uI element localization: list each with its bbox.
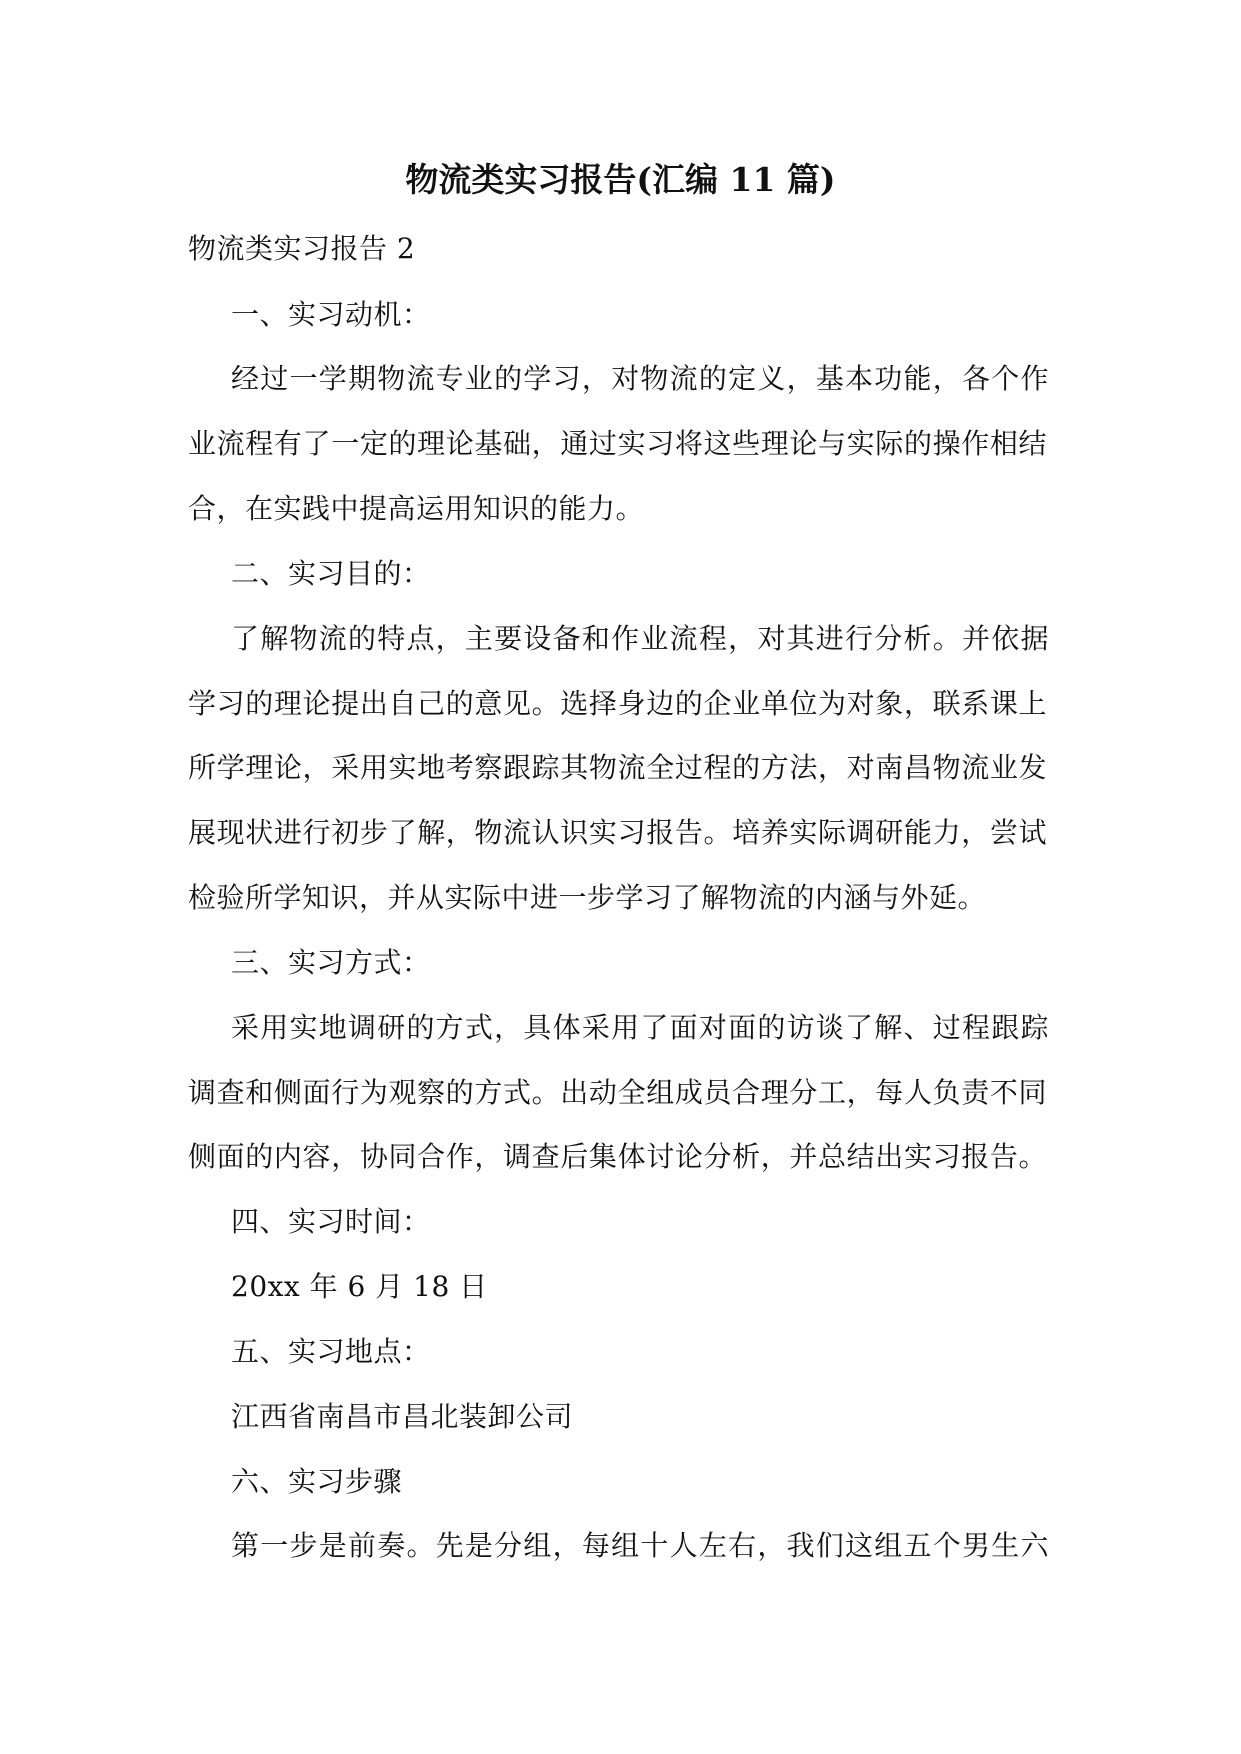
internship-location: 江西省南昌市昌北装卸公司 [231,1400,574,1433]
section-heading-steps: 六、实习步骤 [231,1465,403,1498]
paragraph-line: 经过一学期物流专业的学习，对物流的定义，基本功能，各个作 [231,362,1049,395]
section-heading-method: 三、实习方式： [231,946,431,979]
internship-date: 20xx 年 6 月 18 日 [231,1270,488,1303]
section-heading-motivation: 一、实习动机： [231,298,431,331]
paragraph-line: 了解物流的特点，主要设备和作业流程，对其进行分析。并依据 [231,622,1049,655]
paragraph-line: 第一步是前奏。先是分组，每组十人左右，我们这组五个男生六 [231,1529,1049,1562]
paragraph-line: 学习的理论提出自己的意见。选择身边的企业单位为对象，联系课上 [188,687,1047,720]
paragraph-line: 检验所学知识，并从实际中进一步学习了解物流的内涵与外延。 [188,881,987,914]
paragraph-line: 侧面的内容，协同合作，调查后集体讨论分析，并总结出实习报告。 [188,1140,1047,1173]
paragraph-line: 采用实地调研的方式，具体采用了面对面的访谈了解、过程跟踪 [231,1011,1049,1044]
document-title: 物流类实习报告(汇编 11 篇) [405,160,836,199]
section-heading-location: 五、实习地点： [231,1335,431,1368]
section-heading-purpose: 二、实习目的： [231,557,431,590]
paragraph-line: 展现状进行初步了解，物流认识实习报告。培养实际调研能力，尝试 [188,816,1047,849]
paragraph-line: 业流程有了一定的理论基础，通过实习将这些理论与实际的操作相结 [188,427,1047,460]
paragraph-line: 所学理论，采用实地考察跟踪其物流全过程的方法，对南昌物流业发 [188,751,1047,784]
paragraph-line: 合，在实践中提高运用知识的能力。 [188,492,645,525]
report-subtitle: 物流类实习报告 2 [188,232,416,265]
section-heading-time: 四、实习时间： [231,1205,431,1238]
paragraph-line: 调查和侧面行为观察的方式。出动全组成员合理分工，每人负责不同 [188,1076,1047,1109]
